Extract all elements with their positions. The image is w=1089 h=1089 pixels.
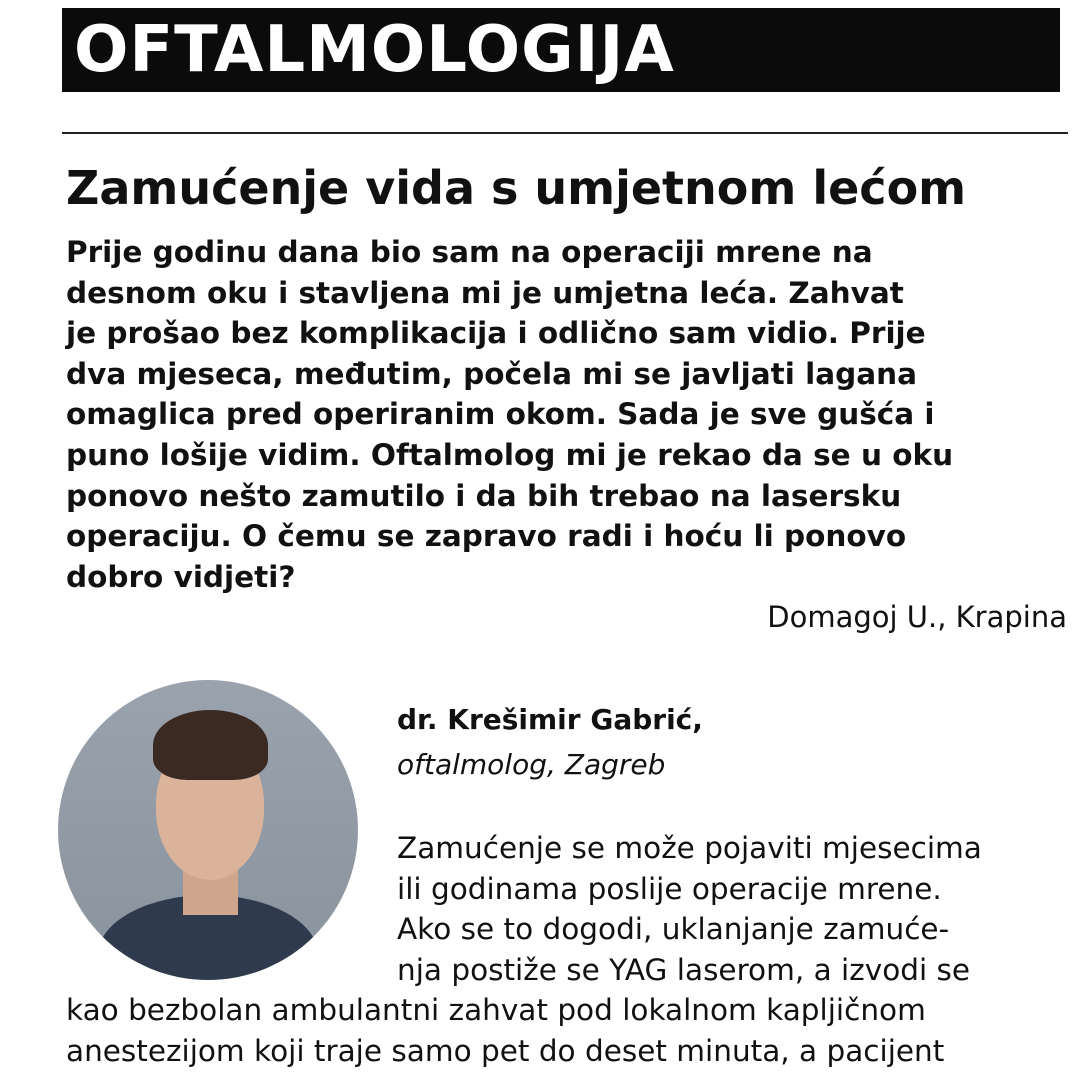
reader-signature: Domagoj U., Krapina [767, 600, 1067, 634]
answer-line: Ako se to dogodi, uklanjanje zamuće- [397, 912, 950, 946]
doctor-answer [66, 828, 982, 1071]
reader-question [66, 232, 953, 597]
answer-line: ili godinama poslije operacije mrene. [397, 871, 942, 906]
question-line: operaciju. O čemu se zapravo radi i hoću li ponovo [66, 519, 907, 554]
doctor-role: oftalmolog, Zagreb [397, 748, 666, 781]
question-line: desnom oku i stavljena mi je umjetna leća. Zahvat [66, 275, 904, 310]
question-line: dva mjeseca, međutim, počela mi se javljati lagana [66, 356, 918, 391]
answer-line: nja postiže se YAG laserom, a izvodi se [397, 952, 971, 987]
section-title: OFTALMOLOGIJA [74, 13, 675, 87]
answer-line: Zamućenje se može pojaviti mjesecima [397, 831, 982, 865]
section-header [62, 8, 1060, 92]
question-line: puno lošije vidim. Oftalmolog mi je rekao da se u oku [66, 437, 954, 472]
question-line: Prije godinu dana bio sam na operaciji mrene na [66, 235, 873, 269]
question-line: dobro vidjeti? [66, 559, 296, 594]
article-title: Zamućenje vida s umjetnom lećom [66, 161, 967, 215]
question-line: je prošao bez komplikacija i odlično sam vidio. Prije [66, 316, 926, 351]
answer-line: kao bezbolan ambulantni zahvat pod lokalnom kapljičnom [66, 993, 926, 1027]
divider [62, 132, 1068, 134]
doctor-name: dr. Krešimir Gabrić, [397, 703, 703, 736]
question-line: omaglica pred operiranim okom. Sada je sve gušća i [66, 397, 935, 432]
photo-hair [153, 710, 268, 780]
answer-line: anestezijom koji traje samo pet do deset minuta, a pacijent [66, 1033, 945, 1068]
question-line: ponovo nešto zamutilo i da bih trebao na lasersku [66, 478, 902, 513]
